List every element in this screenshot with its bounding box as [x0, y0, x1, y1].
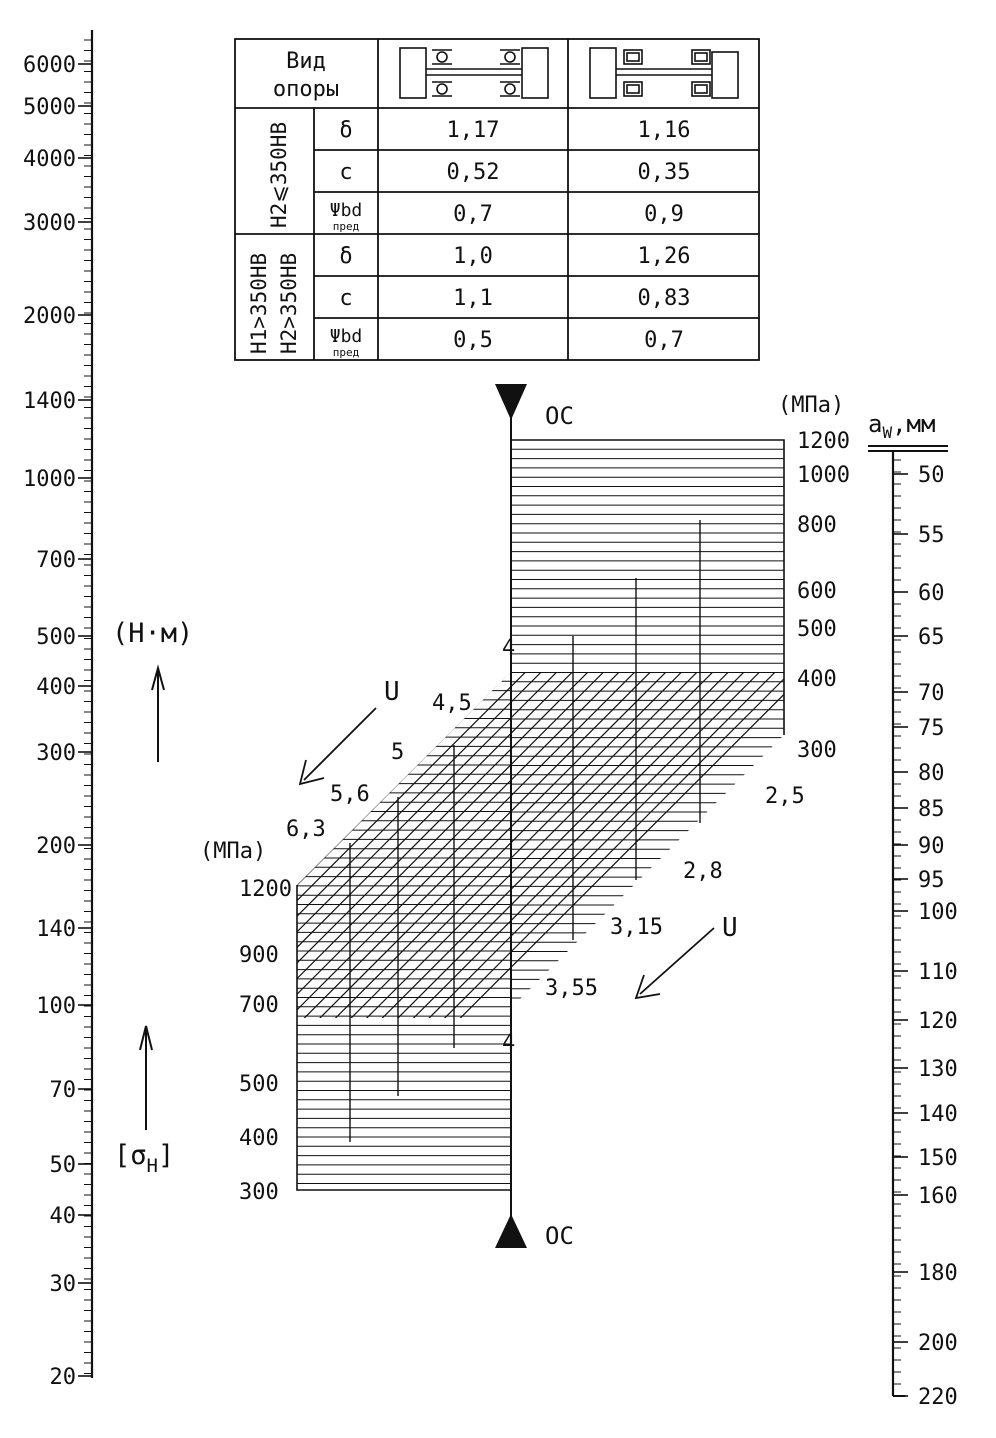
- group-2-label-2: H2>350HB: [277, 252, 301, 354]
- right-scale-major-ticks: [893, 474, 908, 1396]
- right-scale-label: 110: [918, 960, 958, 985]
- lower-grid-labels: [200, 784, 805, 1205]
- left-scale-label: 20: [49, 1365, 76, 1390]
- param-name: Ψbd: [329, 200, 363, 221]
- lower-u-label: U: [722, 913, 738, 943]
- right-scale-label: 60: [918, 581, 945, 606]
- value-cell: 0,52: [446, 160, 500, 185]
- right-scale: [868, 410, 958, 1410]
- upper-grid-unit: (МПа): [778, 393, 845, 418]
- value-cell: 1,17: [446, 118, 500, 143]
- param-name: c: [339, 160, 353, 185]
- value-cell: 1,1: [453, 286, 493, 311]
- upper-stress-label: 400: [797, 667, 837, 692]
- left-scale-label: 140: [36, 917, 76, 942]
- param-subscript: пред: [332, 346, 360, 359]
- upper-stress-label: 600: [797, 579, 837, 604]
- left-scale-label: 200: [36, 834, 76, 859]
- lower-stress-label: 500: [239, 1072, 279, 1097]
- upper-ratio-label: 5,6: [330, 782, 370, 807]
- bearing-coefficients-table: [234, 38, 760, 361]
- diagonal-line: [297, 476, 800, 979]
- right-scale-label: 70: [918, 681, 945, 706]
- left-scale-label: 5000: [23, 95, 76, 120]
- stress-label: $[\sigma_H]$: [114, 1140, 175, 1177]
- diagonal-line: [297, 632, 800, 1135]
- left-scale-label: 30: [49, 1272, 76, 1297]
- right-scale-labels: [918, 463, 958, 1410]
- group-1-label: H2⩽350HB: [267, 121, 291, 228]
- oc-label-top: OC: [545, 402, 574, 430]
- support-type-label-2: опоры: [272, 77, 340, 102]
- value-cell: 1,16: [637, 118, 691, 143]
- right-scale-label: 160: [918, 1184, 958, 1209]
- value-cell: 0,35: [637, 160, 691, 185]
- upper-u-label: U: [384, 677, 400, 707]
- upper-ratio-label: 4,5: [432, 691, 472, 716]
- diagonal-line: [297, 413, 800, 916]
- value-cell: 0,9: [644, 202, 684, 227]
- param-name: Ψbd: [329, 326, 363, 347]
- left-scale-label: 3000: [23, 211, 76, 236]
- param-name: c: [339, 286, 353, 311]
- shaft-on-roller-bearings-icon: [590, 48, 738, 98]
- left-scale-labels: [23, 53, 76, 1390]
- lower-stress-label: 400: [239, 1126, 279, 1151]
- left-scale-label: 400: [36, 675, 76, 700]
- value-cell: 0,7: [644, 328, 684, 353]
- right-scale-minor-ticks: [893, 460, 901, 1396]
- lower-stress-label: 900: [239, 943, 279, 968]
- right-scale-label: 80: [918, 761, 945, 786]
- left-scale-label: 500: [36, 625, 76, 650]
- oc-label-bottom: OC: [545, 1222, 574, 1250]
- arrow-down-left-icon: [300, 708, 376, 784]
- diagonal-line: [297, 444, 800, 947]
- left-scale-label: 4000: [23, 147, 76, 172]
- left-scale-minor-ticks: [84, 40, 92, 1374]
- right-scale-label: 90: [918, 834, 945, 859]
- lower-stress-label: 1200: [239, 877, 292, 902]
- right-scale-label: 85: [918, 797, 945, 822]
- left-scale-label: 100: [36, 994, 76, 1019]
- value-cell: 0,5: [453, 328, 493, 353]
- upper-stress-label: 500: [797, 617, 837, 642]
- triangle-up-icon: [495, 1214, 527, 1248]
- value-cell: 1,26: [637, 244, 691, 269]
- diagonal-line: [297, 647, 800, 1150]
- value-cell: 0,7: [453, 202, 493, 227]
- param-subscript: пред: [332, 220, 360, 233]
- upper-ratio-label: 4: [502, 636, 516, 661]
- left-scale-label: 1000: [23, 467, 76, 492]
- right-scale-label: 220: [918, 1385, 958, 1410]
- right-scale-label: 75: [918, 716, 945, 741]
- lower-ratio-label: 2,8: [683, 859, 723, 884]
- lower-ratio-label: 3,15: [610, 915, 663, 940]
- upper-ratio-label: 6,3: [286, 817, 326, 842]
- up-arrow-icon: [140, 1026, 152, 1130]
- left-scale-label: 40: [49, 1204, 76, 1229]
- right-scale-label: 200: [918, 1331, 958, 1356]
- right-scale-label: 150: [918, 1146, 958, 1171]
- diagonal-line: [297, 538, 800, 1041]
- upper-ratio-label: 5: [391, 740, 405, 765]
- value-cell: 0,83: [637, 286, 691, 311]
- param-name: δ: [339, 118, 353, 143]
- triangle-down-icon: [495, 384, 527, 420]
- upper-stress-label: 1200: [797, 429, 850, 454]
- left-scale-label: 1400: [23, 389, 76, 414]
- upper-stress-label: 300: [797, 738, 837, 763]
- diagonal-line: [297, 398, 800, 901]
- right-scale-label: 55: [918, 523, 945, 548]
- support-type-label-1: Вид: [286, 49, 326, 74]
- left-scale-label: 300: [36, 741, 76, 766]
- up-arrow-icon: [152, 668, 164, 762]
- diagonal-line: [297, 585, 800, 1088]
- right-scale-label: 140: [918, 1102, 958, 1127]
- left-scale-label: 50: [49, 1153, 76, 1178]
- lower-stress-label: 300: [239, 1180, 279, 1205]
- upper-stress-label: 1000: [797, 463, 850, 488]
- lower-ratio-label: 3,55: [545, 976, 598, 1001]
- left-scale-label: 700: [36, 548, 76, 573]
- left-scale: [23, 30, 193, 1390]
- value-cell: 1,0: [453, 244, 493, 269]
- center-distance-title: $a_W,мм$: [868, 410, 936, 442]
- right-scale-label: 130: [918, 1057, 958, 1082]
- left-scale-label: 70: [49, 1078, 76, 1103]
- diagonal-line: [297, 429, 800, 932]
- diagonal-line: [297, 382, 800, 885]
- right-scale-label: 180: [918, 1261, 958, 1286]
- right-scale-label: 50: [918, 463, 945, 488]
- grid-diagonal-lines: [297, 382, 800, 1181]
- lower-grid-unit: (МПа): [200, 839, 267, 864]
- group-2-label-1: H1>350HB: [247, 252, 271, 354]
- right-scale-label: 100: [918, 900, 958, 925]
- torque-unit-label: (H·м): [112, 618, 194, 649]
- upper-stress-label: 800: [797, 513, 837, 538]
- left-scale-label: 2000: [23, 304, 76, 329]
- lower-stress-label: 700: [239, 993, 279, 1018]
- lower-ratio-label: 4: [502, 1031, 516, 1056]
- right-scale-label: 65: [918, 625, 945, 650]
- diagonal-line: [297, 600, 800, 1103]
- right-scale-label: 120: [918, 1009, 958, 1034]
- grid-outline: [297, 440, 784, 1190]
- right-scale-label: 95: [918, 868, 945, 893]
- lower-ratio-label: 2,5: [765, 784, 805, 809]
- param-name: δ: [339, 244, 353, 269]
- stress-grid: [290, 382, 800, 1250]
- shaft-on-ball-bearings-icon: [400, 48, 548, 98]
- left-scale-label: 6000: [23, 53, 76, 78]
